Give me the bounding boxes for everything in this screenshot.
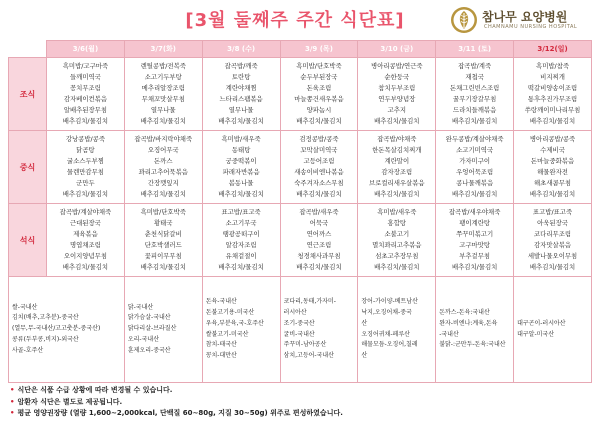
menu-item: 꽈리고추어묵볶음 xyxy=(138,168,188,176)
menu-item: 통후추진가무조림 xyxy=(527,95,578,103)
origin-item: 참치-태국산 xyxy=(205,341,237,349)
menu-item: 잡곡밥/야채죽 xyxy=(377,135,417,144)
origin-item: 대구곤이-러시아산 xyxy=(517,319,566,327)
note-text: 식단은 식품 수급 상황에 따라 변경될 수 있습니다. xyxy=(17,386,173,394)
menu-item: 연근조림 xyxy=(306,241,332,249)
origin-cell xyxy=(436,277,514,383)
menu-item: 흑미밥/고구마죽 xyxy=(62,62,109,71)
menu-item: 땡광공떠구이 xyxy=(222,230,260,239)
origin-cell xyxy=(280,277,358,383)
origin-item: 닭가슴살-국내산 xyxy=(127,314,171,322)
menu-cell xyxy=(514,131,592,204)
origin-item: 닭-국내산 xyxy=(127,303,154,311)
menu-item: 꽁치무조림 xyxy=(69,84,101,93)
origin-item: 산 xyxy=(361,352,368,360)
menu-item: 꽃피이무무침 xyxy=(144,251,182,260)
origin-item: 주꾸미-남아공산 xyxy=(283,341,327,349)
menu-item: 쑤랑깨이미나리무침 xyxy=(524,105,581,114)
menu-item: 단호박샐러드 xyxy=(144,241,182,249)
day-header: 3/6(월) xyxy=(47,41,125,58)
menu-item: 배추김치/물김치 xyxy=(529,189,576,198)
menu-item: 흑미밥/단호박죽 xyxy=(296,62,342,71)
menu-item: 쭈꾸미볶고기 xyxy=(456,230,494,239)
menu-item: 병아리콩밥/연근죽 xyxy=(371,62,423,71)
menu-item: 열무나물 xyxy=(228,105,254,114)
menu-cell xyxy=(47,58,125,131)
menu-item: 감자장조림 xyxy=(381,168,413,176)
origin-cell xyxy=(358,277,436,383)
origin-cell xyxy=(202,277,280,383)
meal-label: 조식 xyxy=(9,58,47,131)
menu-item: 알배추된장무침 xyxy=(63,105,108,114)
note-item: • 암환자 식단은 별도로 제공됩니다. xyxy=(10,397,123,406)
origin-item: 돈까스-돈육:국내산 xyxy=(439,308,490,316)
origin-item: 돈불고기용-미국산 xyxy=(205,308,255,316)
meal-label: 중식 xyxy=(9,131,47,204)
menu-item: 무채꼬맛살무침 xyxy=(141,95,185,103)
menu-item: 궁중떡볶이 xyxy=(225,157,257,166)
menu-item: 팽이계란탕 xyxy=(459,219,491,228)
menu-item: 배추김치/물김치 xyxy=(218,262,264,271)
menu-cell xyxy=(202,204,280,277)
menu-item: 유채겉절이 xyxy=(225,251,257,260)
origin-item: 훈제오리-중국산 xyxy=(127,346,171,354)
menu-item: 고구마맛탕 xyxy=(459,241,491,249)
menu-item: 배추김치/물김치 xyxy=(140,262,186,271)
logo-name: 참나무 요양병원 xyxy=(482,10,568,24)
menu-item: 돈마늘중화볶음 xyxy=(530,157,575,166)
menu-item: 강낭콩밥/콩죽 xyxy=(65,135,106,144)
weekly-menu-table xyxy=(8,40,592,383)
menu-item: 흑미밥/새우죽 xyxy=(221,135,261,144)
menu-item: 콩나물깨볶음 xyxy=(456,178,494,187)
menu-cell xyxy=(358,204,436,277)
origin-item: 완자-비엔나:계육,돈육 xyxy=(439,319,498,327)
menu-item: 배추김치/물김치 xyxy=(140,189,186,198)
menu-item: 알감자조림 xyxy=(225,241,257,249)
menu-item: 배추김치/물김치 xyxy=(218,189,264,198)
menu-item: 배추김치/물김치 xyxy=(451,262,498,271)
logo-subtitle: CHAMNAMU NURSING HOSPITAL xyxy=(484,24,578,30)
menu-item: 표고밥/표고죽 xyxy=(532,208,573,217)
origin-item: 대구알-미국산 xyxy=(517,330,555,338)
origin-item: 해물모듬-오징어,칠레 xyxy=(361,341,418,349)
menu-item: 순두부된장국 xyxy=(300,73,338,82)
menu-item: 배추김치/물김치 xyxy=(529,262,576,271)
menu-item: 배추김치/물김치 xyxy=(218,116,264,125)
menu-cell xyxy=(202,131,280,204)
page-title: [3월 둘째주 주간 식단표] xyxy=(185,10,405,31)
menu-item: 아욱된장국 xyxy=(537,219,568,228)
menu-item: 배추김치/물김치 xyxy=(62,116,109,125)
menu-item: 열무나물 xyxy=(150,105,176,114)
day-header: 3/11 (토) xyxy=(436,41,514,58)
menu-item: 돈육조림 xyxy=(306,84,332,93)
table-corner xyxy=(9,41,47,58)
menu-item: 흑미밥/참죽 xyxy=(536,62,570,71)
origin-item: 오징어귀채-페루산 xyxy=(361,330,410,338)
menu-cell xyxy=(47,204,125,277)
menu-item: 홍합탕 xyxy=(387,219,407,228)
day-header: 3/7(화) xyxy=(124,41,202,58)
origin-item: 불닭-:군만두-돈육:국내산 xyxy=(439,341,506,349)
note-text: 평균 영양권장량 (열량 1,600~2,000kcal, 단백질 60~80g, 지질 30~50g) 위주로 편성하였습니다. xyxy=(17,409,343,417)
menu-cell xyxy=(514,58,592,131)
menu-item: 동태탕 xyxy=(231,146,251,155)
menu-item: 감자베이컨볶음 xyxy=(63,95,108,103)
menu-item: 제육볶음 xyxy=(73,230,98,239)
origin-item: 삼치,고등어-국내산 xyxy=(283,352,334,360)
menu-item: 잡곡밥/새우야채죽 xyxy=(448,208,501,217)
menu-item: 멸치꽈리고추볶음 xyxy=(372,241,422,249)
menu-cell xyxy=(358,131,436,204)
menu-item: 계란말이 xyxy=(384,157,410,166)
menu-item: 배추김치/물김치 xyxy=(451,116,498,125)
origin-item: 콩류(두부콩,비지)-외국산 xyxy=(12,335,79,343)
menu-item: 파래자반볶음 xyxy=(222,168,260,176)
menu-item: 들깨미역국 xyxy=(69,73,101,82)
menu-cell xyxy=(124,58,202,131)
menu-item: 마늘쫑건새우볶음 xyxy=(294,95,344,103)
menu-item: 춘천식닭갈비 xyxy=(144,230,182,239)
menu-cell xyxy=(514,204,592,277)
menu-item: 표고밥/표고죽 xyxy=(221,208,261,217)
menu-item: 꿀무기장갈무침 xyxy=(453,95,497,103)
menu-item: 새송이비엔나볶음 xyxy=(294,168,344,176)
menu-item: 비지찌개 xyxy=(540,73,565,82)
origin-item: 장어-가이양-베트남산 xyxy=(361,298,418,306)
day-header-today: 3/12(일) xyxy=(514,41,592,58)
menu-item: 계란야채찜 xyxy=(225,84,257,93)
menu-item: 배추김치/물김치 xyxy=(529,116,576,125)
menu-cell xyxy=(47,131,125,204)
menu-item: 배추김치/물김치 xyxy=(374,262,420,271)
menu-item: 소고기무국 xyxy=(225,219,257,228)
menu-item: 배추김치/물김치 xyxy=(296,189,342,198)
menu-item: 드라치들깨볶음 xyxy=(453,105,497,114)
menu-item: 연어까스 xyxy=(306,230,332,239)
origin-item: -국내산 xyxy=(439,330,459,338)
menu-item: 오이지양념무침 xyxy=(63,251,108,260)
menu-cell xyxy=(436,204,514,277)
menu-item: 배추김치/물김치 xyxy=(374,116,420,125)
menu-item: 코다리무조림 xyxy=(534,230,572,239)
menu-item: 물렌만감무침 xyxy=(66,168,104,176)
menu-item: 돈채그린빈스조림 xyxy=(449,84,500,93)
menu-item: 떡갈비양송이조림 xyxy=(527,84,578,93)
menu-cell xyxy=(202,58,280,131)
menu-item: 군만두 xyxy=(76,178,95,187)
origin-item: (열무,무-국내산/고고춧분-중국산) xyxy=(12,325,101,333)
menu-item: 소불고기 xyxy=(384,230,410,239)
menu-item: 잡곡밥/계살야채죽 xyxy=(59,208,112,217)
origin-item: 쌀불고기-미국산 xyxy=(205,330,249,338)
note-item: • 식단은 식품 수급 상황에 따라 변경될 수 있습니다. xyxy=(10,386,173,394)
oak-leaf-icon xyxy=(450,6,478,34)
menu-item: 가자미구이 xyxy=(459,157,491,166)
menu-item: 꼬막살미역국 xyxy=(300,146,338,155)
menu-cell xyxy=(358,58,436,131)
origin-item: 코다리,동태,가자미- xyxy=(283,298,336,306)
menu-item: 배추김치/물김치 xyxy=(296,116,342,125)
menu-item: 토란탕 xyxy=(231,73,251,82)
menu-item: 배추김치/물김치 xyxy=(140,116,186,125)
menu-item: 검정콩밥/콩죽 xyxy=(299,135,339,144)
menu-item: 재첩국 xyxy=(465,73,484,82)
origin-item: 낙지,오징어채-중국 xyxy=(361,308,412,316)
origin-item: 우육,부분육,국-호주산 xyxy=(205,319,264,327)
menu-item: 청경채사과무침 xyxy=(297,251,341,260)
origin-item: 쌀-국내산 xyxy=(12,303,38,311)
origin-item: 돈육-국내산 xyxy=(205,298,237,306)
menu-cell xyxy=(124,204,202,277)
menu-item: 근대된장국 xyxy=(69,219,101,228)
menu-item: 한돈목살김치찌개 xyxy=(372,146,422,155)
menu-item: 어묵국 xyxy=(309,219,329,228)
day-header: 3/9 (목) xyxy=(280,41,358,58)
menu-item: 우엉어묵조림 xyxy=(456,168,494,176)
day-header: 3/10 (금) xyxy=(358,41,436,58)
menu-cell xyxy=(436,58,514,131)
origin-cell xyxy=(124,277,202,383)
menu-item: 배추김치/물김치 xyxy=(62,262,109,271)
menu-item: 순한둥국 xyxy=(384,73,410,82)
origin-row xyxy=(9,277,592,383)
menu-item: 렌틸콩밥/전복죽 xyxy=(140,62,186,71)
menu-item: 배추김치/물김치 xyxy=(296,262,342,271)
origin-item: 산 xyxy=(361,319,368,327)
menu-item: 연두부양념장 xyxy=(378,95,416,103)
menu-item: 소고기두부탕 xyxy=(144,73,182,82)
menu-item: 흑미밥/단호박죽 xyxy=(140,208,186,217)
menu-item: 참치두부조림 xyxy=(378,84,416,93)
meal-label: 석식 xyxy=(9,204,47,277)
menu-item: 잡곡밥/계죽 xyxy=(458,62,492,71)
menu-item: 감자맛살볶음 xyxy=(534,241,572,249)
menu-item: 메추리알장조림 xyxy=(141,84,185,93)
meal-row xyxy=(9,204,592,277)
menu-item: 오징어무국 xyxy=(147,146,179,155)
origin-item: 사골-호주산 xyxy=(12,346,44,354)
menu-item: 배추김치/물김치 xyxy=(62,189,109,198)
menu-item: 섬초고추장무침 xyxy=(375,251,419,260)
header xyxy=(0,0,600,40)
menu-item: 배추김치/물김치 xyxy=(451,189,498,198)
menu-cell xyxy=(124,131,202,204)
day-header: 3/8 (수) xyxy=(202,41,280,58)
origin-cell xyxy=(9,277,125,383)
menu-item: 봄동나물 xyxy=(228,178,254,187)
menu-item: 흑미밥/새우죽 xyxy=(377,208,417,217)
menu-item: 해물완자전 xyxy=(537,168,568,176)
menu-item: 황태국 xyxy=(154,219,173,228)
menu-item: 고등어조림 xyxy=(303,157,335,166)
menu-item: 잡곡밥/새우죽 xyxy=(299,208,339,217)
note-text: 암환자 식단은 별도로 제공됩니다. xyxy=(17,397,123,406)
menu-item: 간장깻잎지 xyxy=(147,178,179,187)
menu-body xyxy=(9,58,592,383)
menu-item: 브로컬리새우살볶음 xyxy=(369,178,425,187)
menu-item: 양파놈시 xyxy=(306,105,332,114)
meal-row xyxy=(9,58,592,131)
menu-item: 완두콩밥/계살야채죽 xyxy=(445,135,504,144)
notes xyxy=(10,385,590,420)
origin-item: 조기-중국산 xyxy=(283,319,315,327)
menu-item: 소고기미역국 xyxy=(456,146,494,155)
origin-cell xyxy=(514,277,592,383)
meal-row xyxy=(9,131,592,204)
menu-item: 돈까스 xyxy=(154,157,173,166)
origin-item: 김치(배추,고추분)-중국산 xyxy=(12,314,79,322)
origin-item: 굴비-국내산 xyxy=(283,330,315,338)
menu-item: 느타리스팸볶음 xyxy=(219,95,263,103)
origin-item: 꽁치-대만산 xyxy=(205,352,237,360)
menu-item: 명엽채조림 xyxy=(69,241,101,249)
note-item: • 평균 영양권장량 (열량 1,600~2,000kcal, 단백질 60~80g, 지질 30~50g) 위주로 편성하였습니다. xyxy=(10,409,343,417)
menu-item: 잡곡밥/바지락야채죽 xyxy=(134,135,193,144)
origin-item: 오리-국내산 xyxy=(127,335,159,343)
menu-item: 수제비국 xyxy=(540,146,565,155)
menu-item: 세발나물오이무침 xyxy=(527,251,578,260)
menu-item: 굴소스두부찜 xyxy=(66,157,104,166)
hospital-logo xyxy=(450,6,595,36)
menu-item: 닭곰탕 xyxy=(76,146,95,155)
menu-item: 병아리콩밥/콩죽 xyxy=(529,135,576,144)
menu-item: 숙주겨자소스무침 xyxy=(294,178,344,187)
menu-cell xyxy=(280,58,358,131)
menu-cell xyxy=(436,131,514,204)
menu-item: 배추김치/물김치 xyxy=(374,189,420,198)
origin-item: 러시아산 xyxy=(283,308,307,316)
menu-item: 잡곡밥/깨죽 xyxy=(224,62,258,71)
menu-cell xyxy=(280,131,358,204)
menu-item: 해초새콤무침 xyxy=(534,178,572,187)
menu-item: 고추지 xyxy=(387,105,407,114)
menu-cell xyxy=(280,204,358,277)
origin-item: 닭다리살-브라질산 xyxy=(127,325,177,333)
menu-item: 부추겉무침 xyxy=(459,251,491,260)
